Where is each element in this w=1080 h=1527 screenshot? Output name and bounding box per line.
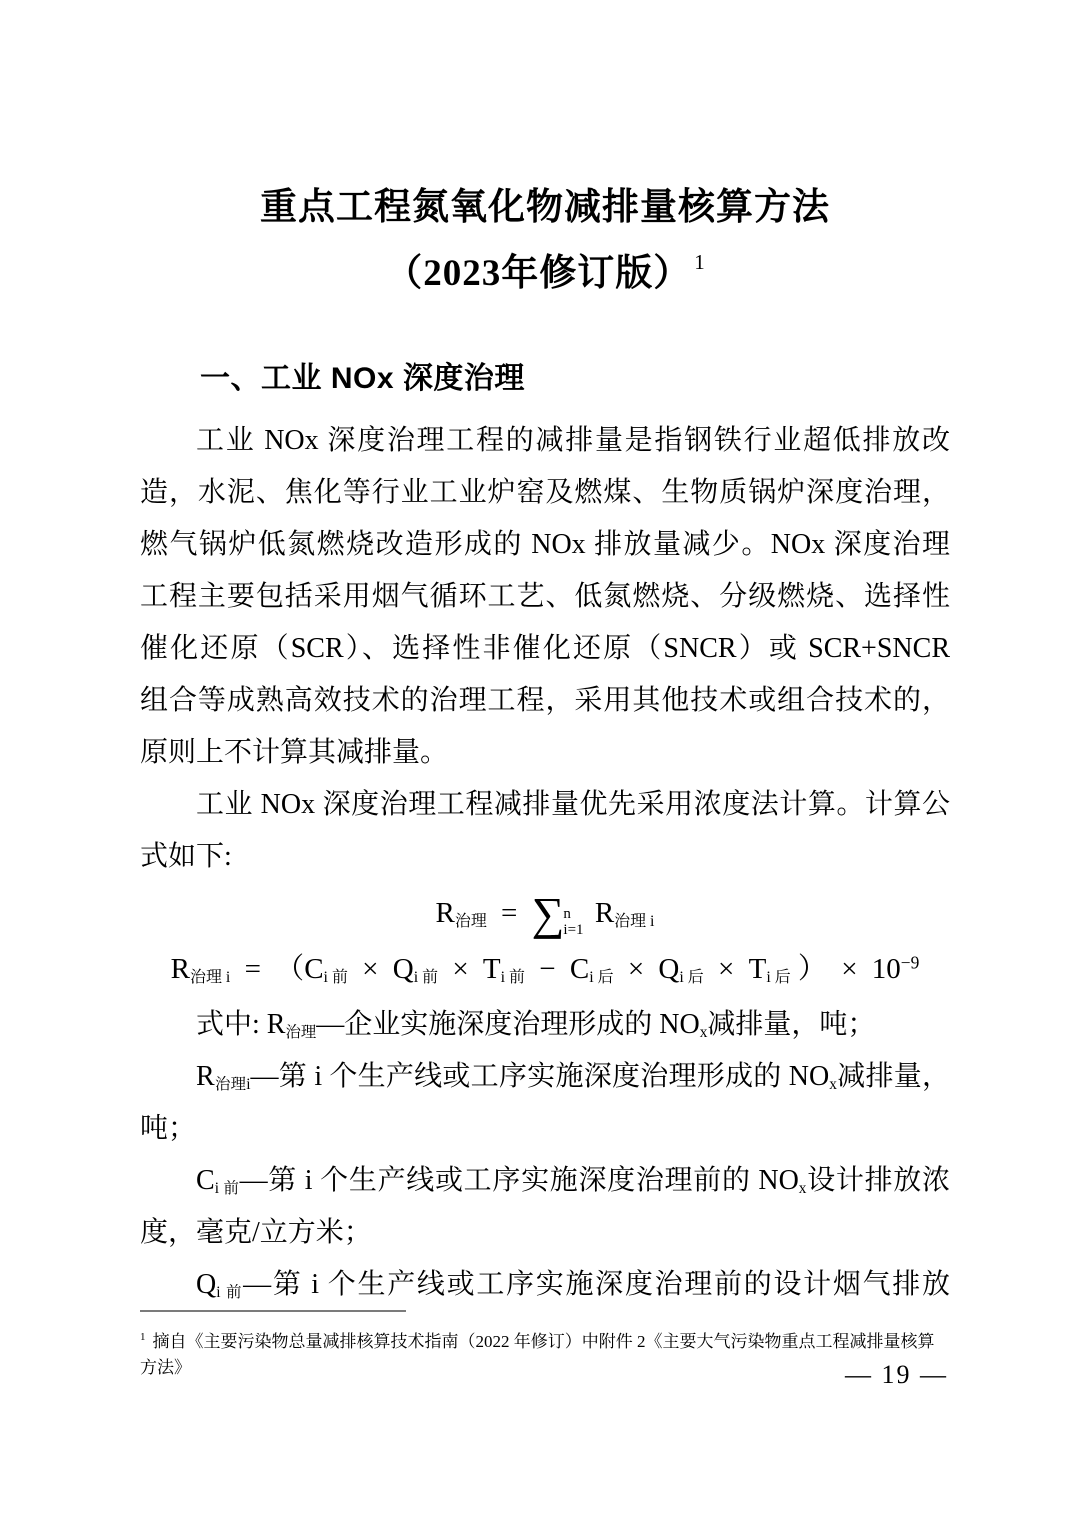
dash: —	[250, 1061, 279, 1092]
footnote-text: 摘自《主要污染物总量减排核算技术指南（2022 年修订）中附件 2《主要大气污染物重点工程减排量核算方法》	[140, 1332, 935, 1377]
definition-text: 第 i 个生产线或工序实施深度治理前的设计烟气排放	[271, 1269, 950, 1300]
summation-lower-limit: i=1	[563, 922, 584, 938]
power-base: 10	[871, 953, 901, 985]
body-line: 工程主要包括采用烟气循环工艺、低氮燃烧、分级燃烧、选择性	[140, 581, 950, 612]
times-sign: ×	[627, 953, 645, 985]
definition-text: 第 i 个生产线或工序实施深度治理形成的 NO	[278, 1061, 830, 1092]
definition-line-r-total	[140, 999, 950, 1051]
body-line: 催化还原（SCR）、选择性非催化还原（SNCR）或 SCR+SNCR	[140, 633, 950, 664]
formula-lhs-subscript: 治理	[454, 912, 487, 930]
title-line-1: 重点工程氮氧化物减排量核算方法	[260, 187, 830, 228]
formula-lhs-symbol: R	[435, 897, 455, 929]
definitions-block	[140, 999, 950, 1311]
symbol: C	[196, 1165, 215, 1196]
formula-rhs-subscript: 治理 i	[614, 912, 655, 930]
formula-line-reduction	[140, 943, 950, 995]
formula-lhs-symbol: R	[170, 953, 191, 985]
title-line-2-text: （2023年修订版）	[385, 253, 692, 294]
definition-line-c-before	[140, 1155, 950, 1207]
nox-subscript: x	[829, 1075, 837, 1093]
body-line: 造，水泥、焦化等行业工业炉窑及燃煤、生物质锅炉深度治理，	[140, 477, 950, 508]
paragraph-intro	[140, 415, 950, 779]
formula-lhs-subscript: 治理 i	[190, 968, 231, 986]
c-after-symbol: C	[569, 953, 590, 985]
definition-text: 设计排放浓	[806, 1165, 950, 1196]
body-line: 工业 NOx 深度治理工程的减排量是指钢铁行业超低排放改	[196, 425, 950, 456]
t-after-symbol: T	[748, 953, 767, 985]
equals-sign: =	[501, 897, 518, 929]
definition-text: 第 i 个生产线或工序实施深度治理前的 NO	[267, 1165, 799, 1196]
title-line-2	[140, 235, 950, 301]
summation-limits	[563, 906, 583, 938]
footnote	[140, 1324, 950, 1381]
definition-text: 减排量，	[836, 1061, 950, 1092]
power-exponent: −9	[900, 952, 920, 973]
close-paren: ）	[797, 953, 827, 985]
symbol: Q	[196, 1269, 217, 1300]
body-line: 燃气锅炉低氮燃烧改造形成的 NOx 排放量减少。NOx 深度治理	[140, 529, 950, 560]
definition-text: 减排量，吨；	[707, 1009, 876, 1040]
definition-lead: 式中:	[196, 1009, 267, 1040]
c-before-symbol: C	[304, 953, 324, 985]
footnote-separator	[140, 1310, 406, 1312]
summation-symbol: ∑	[531, 888, 565, 939]
q-after-subscript: i 后	[679, 968, 704, 986]
formula-total-reduction	[140, 887, 950, 939]
symbol-subscript: 治理	[285, 1023, 317, 1041]
q-before-symbol: Q	[392, 953, 414, 985]
c-after-subscript: i 后	[589, 968, 614, 986]
body-line: 原则上不计算其减排量。	[140, 737, 449, 768]
dash: —	[239, 1165, 268, 1196]
section-heading: 一、工业 NOx 深度治理	[200, 362, 525, 395]
body-line: 工业 NOx 深度治理工程减排量优先采用浓度法计算。计算公	[196, 789, 950, 820]
q-after-symbol: Q	[658, 953, 680, 985]
times-sign: ×	[717, 953, 735, 985]
definition-text: 企业实施深度治理形成的 NO	[344, 1009, 700, 1040]
times-sign: ×	[452, 953, 469, 985]
definition-wrap-line: 度，毫克/立方米；	[140, 1217, 372, 1248]
equals-sign: =	[244, 953, 261, 985]
document-title	[140, 180, 950, 301]
definition-wrap-line: 吨；	[140, 1113, 197, 1144]
open-paren: （	[275, 953, 305, 985]
footnote-marker: 1	[140, 1331, 146, 1343]
dash: —	[243, 1269, 272, 1300]
times-sign: ×	[841, 953, 858, 985]
paragraph-method	[140, 779, 950, 883]
definition-line-q-before	[140, 1259, 950, 1311]
q-before-subscript: i 前	[413, 968, 439, 986]
nox-subscript: x	[798, 1179, 807, 1197]
title-footnote-reference: 1	[694, 250, 705, 274]
formula-rhs-symbol: R	[594, 897, 615, 929]
c-before-subscript: i 前	[323, 968, 348, 986]
t-before-symbol: T	[482, 953, 501, 985]
definition-line-r-line	[140, 1051, 950, 1103]
symbol: R	[266, 1009, 286, 1040]
nox-subscript: x	[699, 1023, 708, 1041]
summation-upper-limit: n	[563, 906, 571, 922]
symbol-subscript: i 前	[216, 1283, 244, 1301]
symbol-subscript: 治理i	[214, 1075, 251, 1093]
t-after-subscript: i 后	[766, 968, 791, 986]
symbol-subscript: i 前	[214, 1179, 240, 1197]
body-line: 组合等成熟高效技术的治理工程，采用其他技术或组合技术的，	[140, 685, 950, 716]
minus-sign: −	[539, 953, 556, 985]
times-sign: ×	[362, 953, 379, 985]
dash: —	[316, 1009, 345, 1040]
page-number: — 19 —	[845, 1360, 948, 1389]
symbol: R	[196, 1061, 215, 1092]
body-line: 式如下:	[140, 841, 232, 872]
t-before-subscript: i 前	[500, 968, 525, 986]
